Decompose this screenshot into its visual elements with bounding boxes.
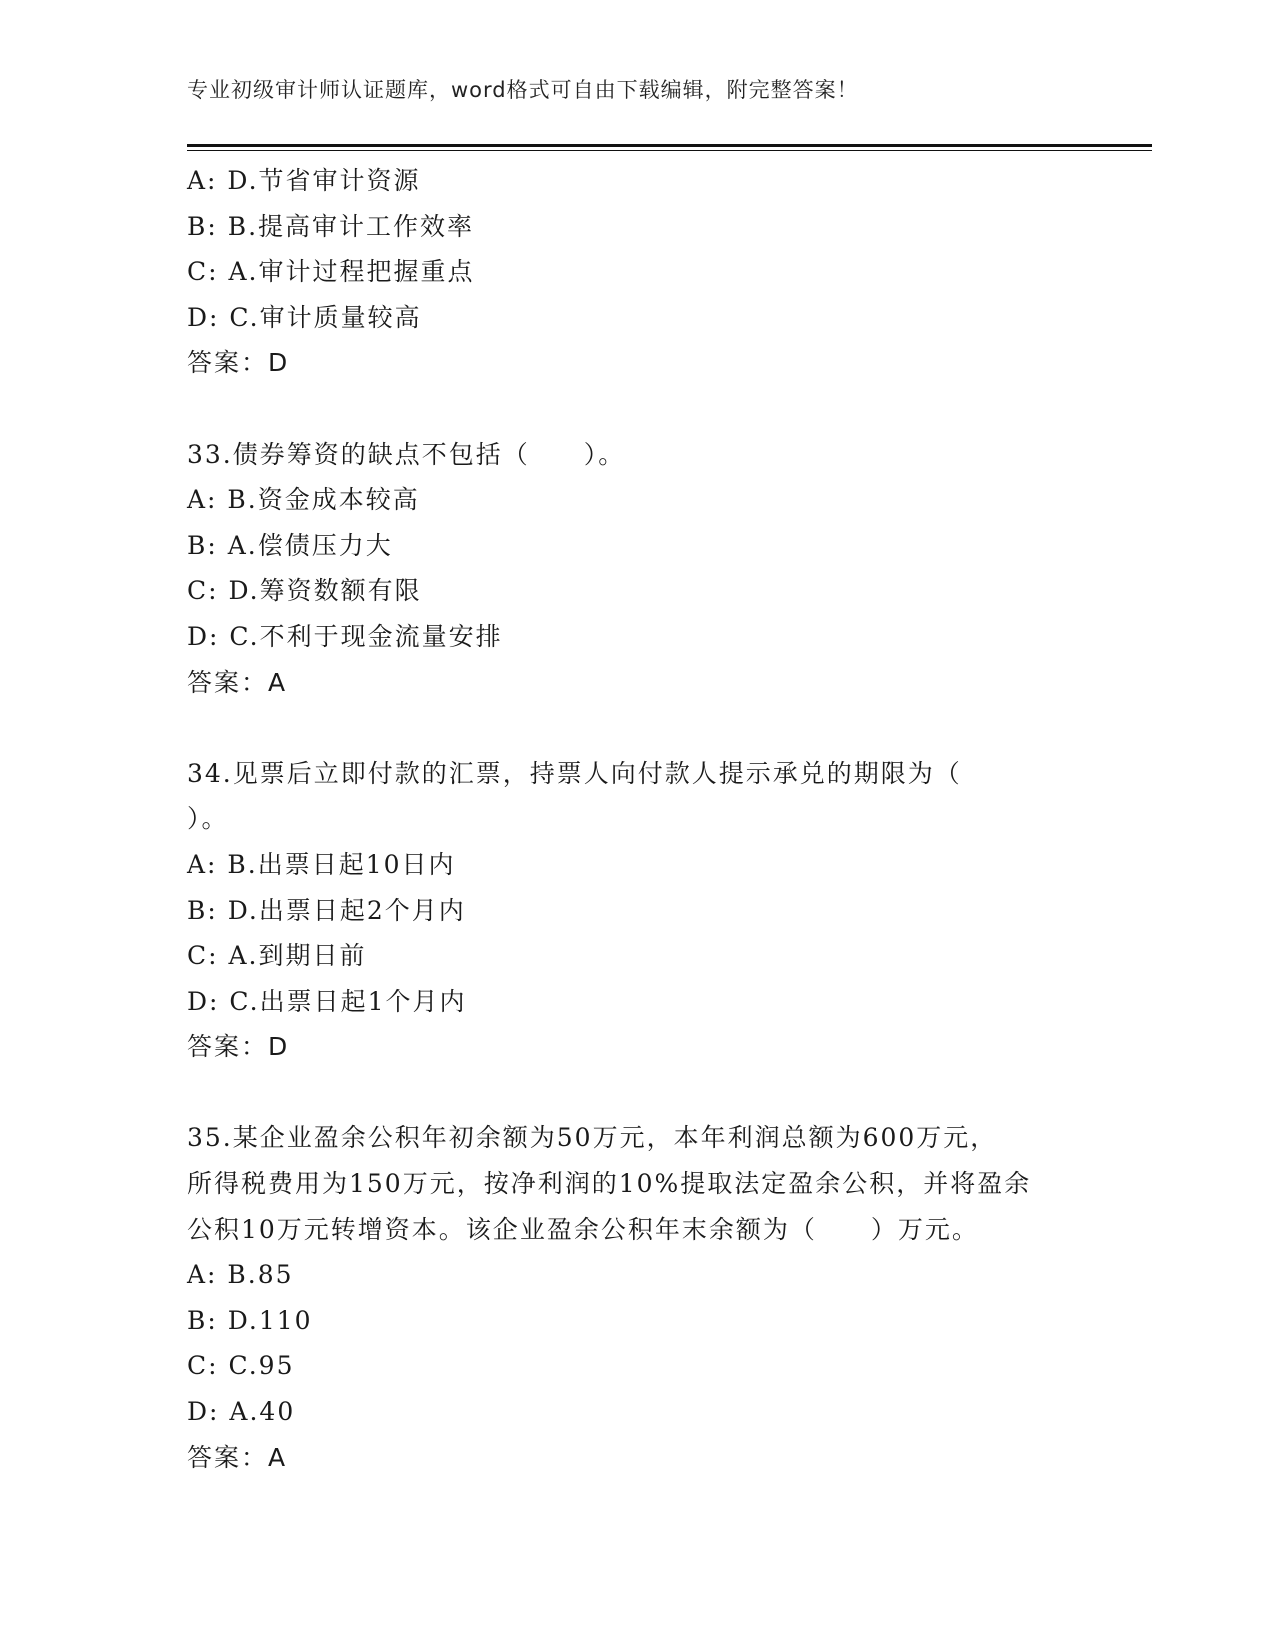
question-35 bbox=[187, 1115, 1087, 1480]
question-list bbox=[187, 158, 1087, 1480]
question-33 bbox=[187, 432, 1087, 706]
option-a: A: B.85 bbox=[187, 1260, 294, 1290]
question-text-cont: ）。 bbox=[187, 804, 229, 834]
option-a: A: B.资金成本较高 bbox=[187, 485, 420, 515]
option-b: B: B.提高审计工作效率 bbox=[187, 211, 475, 241]
header-divider bbox=[187, 144, 1152, 147]
page-header: 专业初级审计师认证题库，word格式可自由下载编辑，附完整答案！ bbox=[187, 78, 859, 102]
question-34 bbox=[187, 751, 1087, 1070]
answer: 答案：A bbox=[187, 667, 288, 697]
answer: 答案：A bbox=[187, 1442, 288, 1472]
option-d: D: C.审计质量较高 bbox=[187, 302, 422, 332]
option-d: D: C.出票日起1个月内 bbox=[187, 986, 467, 1016]
option-a: A: B.出票日起10日内 bbox=[187, 849, 456, 879]
question-32-continued bbox=[187, 158, 1087, 386]
option-c: C: A.审计过程把握重点 bbox=[187, 257, 475, 287]
option-b: B: D.110 bbox=[187, 1305, 313, 1335]
question-text: 35.某企业盈余公积年初余额为50万元，本年利润总额为600万元， bbox=[187, 1123, 998, 1153]
question-text: 34.见票后立即付款的汇票，持票人向付款人提示承兑的期限为（ bbox=[187, 758, 962, 788]
option-d: D: A.40 bbox=[187, 1397, 296, 1427]
option-a: A: D.节省审计资源 bbox=[187, 166, 421, 195]
option-b: B: A.偿债压力大 bbox=[187, 530, 393, 560]
answer: 答案：D bbox=[187, 348, 290, 378]
option-c: C: A.到期日前 bbox=[187, 941, 367, 971]
header-divider-thin bbox=[187, 150, 1152, 151]
answer: 答案：D bbox=[187, 1032, 290, 1062]
option-c: C: C.95 bbox=[187, 1351, 295, 1381]
option-d: D: C.不利于现金流量安排 bbox=[187, 621, 503, 651]
question-text-cont: 公积10万元转增资本。该企业盈余公积年末余额为（ ）万元。 bbox=[187, 1214, 979, 1244]
question-text: 33.债券筹资的缺点不包括（ ）。 bbox=[187, 439, 626, 469]
question-text-cont: 所得税费用为150万元，按净利润的10%提取法定盈余公积，并将盈余 bbox=[187, 1169, 1032, 1199]
option-c: C: D.筹资数额有限 bbox=[187, 576, 422, 606]
option-b: B: D.出票日起2个月内 bbox=[187, 895, 466, 925]
